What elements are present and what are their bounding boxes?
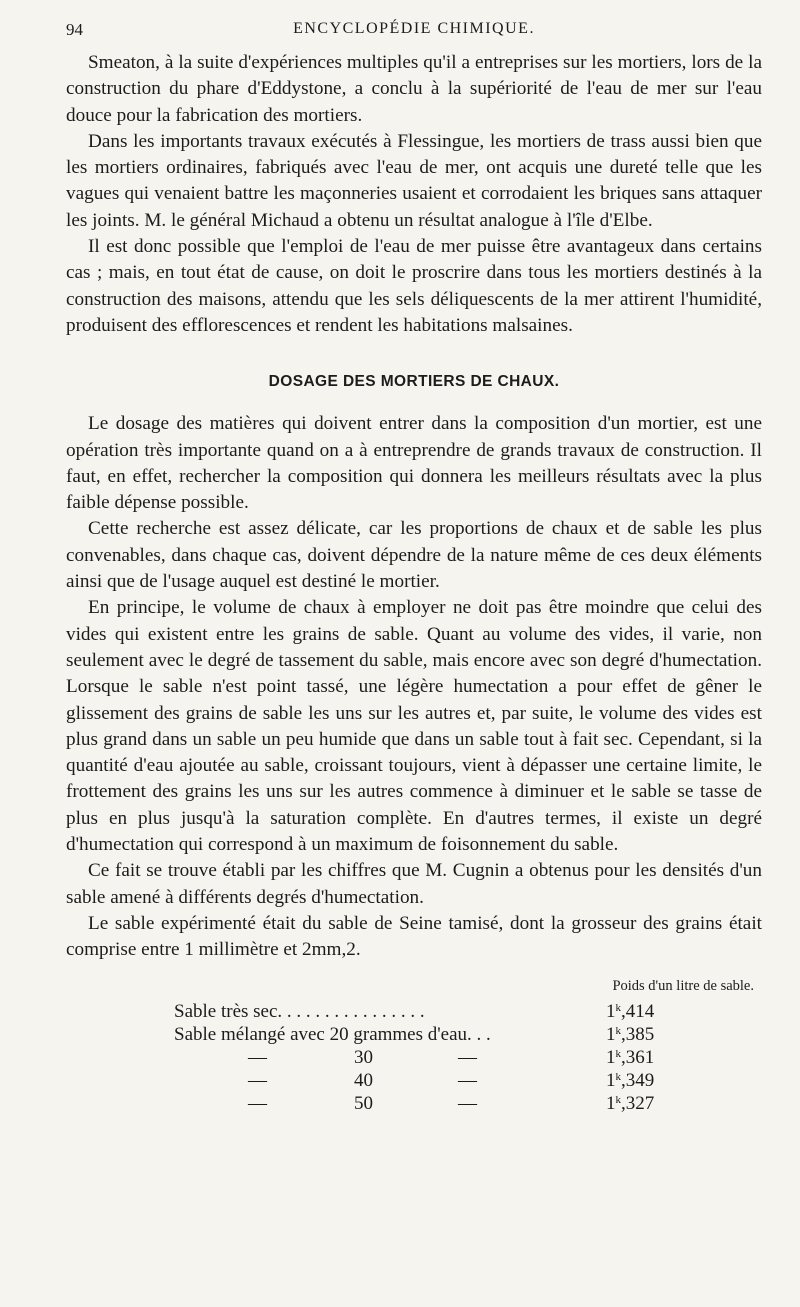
density-table [66, 978, 762, 1116]
row-grams: 30 [354, 1046, 373, 1068]
paragraph-cugnin: Ce fait se trouve établi par les chiffres que M. Cugnin a obtenus pour les densités d'un sable amené à différents degrés d'humectation. [66, 860, 762, 908]
ditto-dash: — [248, 1092, 267, 1114]
paragraph-eau-de-mer: Il est donc possible que l'emploi de l'eau de mer puisse être avantageux dans certains cas ; mais, en tout état de cause, on doit le proscrire dans tous les mortiers destinés à la construction des maisons, attendu que les sels déliquescents de la mer attirent l'humidité, produisent des efflorescences et rendent les habitations malsaines. [66, 236, 762, 336]
paragraph-principe: En principe, le volume de chaux à employer ne doit pas être moindre que celui des vides qui existent entre les grains de sable. Quant au volume des vides, il varie, non seulement avec le degré de tassement du sable, mais encore avec son degré d'humectation. Lorsque le sable n'est point tassé, une légère humectation a pour effet de gêner le glissement des grains de sable les uns sur les autres et, par suite, le volume des vides est plus grand dans un sable un peu humide que dans un sable tout à fait sec. Cependant, si la quantité d'eau ajoutée au sable, croissant toujours, vient à dépasser une certaine limite, le frottement des grains les uns sur les autres commence à diminuer et le sable se tasse de plus en plus jusqu'à la saturation complète. En d'autres termes, il existe un degré d'humectation qui correspond à un maximum de foisonnement du sable. [66, 597, 762, 856]
page-number: 94 [66, 20, 83, 39]
ditto-dash: — [248, 1069, 267, 1091]
ditto-dash: — [248, 1046, 267, 1068]
row-value: 1$^k$,349 [606, 1069, 655, 1091]
ditto-dash: — [458, 1092, 477, 1114]
row-value: 1$^k$,385 [606, 1023, 655, 1045]
row-value: 1$^k$,327 [606, 1092, 655, 1114]
table-row [66, 1001, 762, 1024]
paragraph-recherche: Cette recherche est assez délicate, car les proportions de chaux et de sable les plus convenables, dans chaque cas, doivent dépendre de la nature même de ces deux éléments ainsi que de l'usage auquel est destiné le mortier. [66, 518, 762, 593]
header-title: ENCYCLOPÉDIE CHIMIQUE. [293, 20, 535, 37]
table-row [66, 1093, 762, 1116]
table-row [66, 1047, 762, 1070]
ditto-dash: — [458, 1069, 477, 1091]
paragraph-sable-seine: Le sable expérimenté était du sable de Seine tamisé, dont la grosseur des grains était comprise entre 1 millimètre et 2mm,2. [66, 912, 762, 961]
row-value: 1$^k$,361 [606, 1046, 655, 1068]
row-label: Sable très sec. . . . . . . . . . . . . . . . [174, 1000, 425, 1022]
paragraph-smeaton: Smeaton, à la suite d'expériences multiples qu'il a entreprises sur les mortiers, lors de la construction du phare d'Eddystone, a conclu à la supériorité de l'eau de mer sur l'eau douce pour la fabrication des mortiers. [66, 52, 762, 126]
ditto-dash: — [458, 1046, 477, 1068]
page [66, 18, 762, 1116]
row-value: 1$^k$,414 [606, 1000, 655, 1022]
section-title: DOSAGE DES MORTIERS DE CHAUX. [268, 373, 560, 391]
paragraph-dosage: Le dosage des matières qui doivent entrer dans la composition d'un mortier, est une opération très importante quand on a à entreprendre de grands travaux de construction. Il faut, en effet, rechercher la composition qui donnera les meilleurs résultats avec la plus faible dépense possible. [66, 413, 762, 514]
row-grams: 40 [354, 1069, 373, 1091]
table-row [66, 1070, 762, 1093]
paragraph-flessingue: Dans les importants travaux exécutés à Flessingue, les mortiers de trass aussi bien que les mortiers ordinaires, fabriqués avec l'eau de mer, ont acquis une dureté telle que les vagues qui venaient battre les maçonneries usaient et corrodaient les briques sans attaquer les joints. M. le général Michaud a obtenu un résultat analogue à l'île d'Elbe. [66, 130, 762, 231]
row-label: Sable mélangé avec 20 grammes d'eau. . . [174, 1023, 491, 1045]
running-head [66, 18, 762, 44]
row-grams: 50 [354, 1092, 373, 1114]
table-row [66, 1024, 762, 1047]
table-column-header: Poids d'un litre de sable. [612, 977, 754, 994]
